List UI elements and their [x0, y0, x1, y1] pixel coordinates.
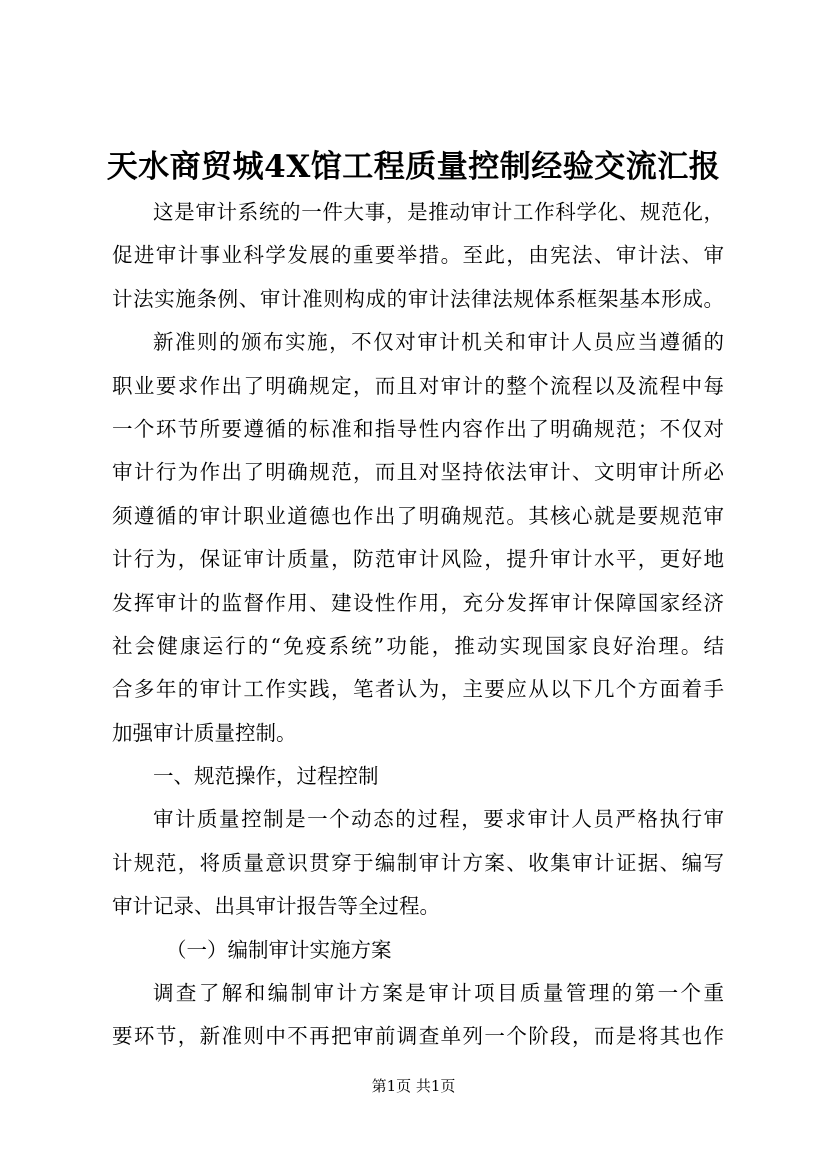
paragraph-line: 促进审计事业科学发展的重要举措。至此，由宪法、审计法、审 — [112, 243, 724, 268]
section-heading: 一、规范操作，过程控制 — [153, 764, 379, 789]
page-footer: 第1页 共1页 — [371, 1077, 456, 1095]
subsection-heading: （一）编制审计实施方案 — [166, 937, 392, 962]
paragraph-line: 计规范，将质量意识贯穿于编制审计方案、收集审计证据、编写 — [112, 850, 724, 875]
document-body — [112, 191, 724, 1059]
paragraph-line: 计法实施条例、审计准则构成的审计法律法规体系框架基本形成。 — [112, 286, 724, 311]
paragraph-line: 审计记录、出具审计报告等全过程。 — [112, 894, 440, 919]
paragraph-line: 新准则的颁布实施，不仅对审计机关和审计人员应当遵循的 — [153, 330, 724, 355]
paragraph-line: 这是审计系统的一件大事，是推动审计工作科学化、规范化， — [153, 200, 724, 224]
paragraph-line: 加强审计质量控制。 — [112, 720, 297, 745]
paragraph-line: 合多年的审计工作实践，笔者认为，主要应从以下几个方面着手 — [112, 677, 724, 702]
paragraph-line: 审计质量控制是一个动态的过程，要求审计人员严格执行审 — [153, 807, 724, 832]
paragraph-line: 发挥审计的监督作用、建设性作用，充分发挥审计保障国家经济 — [112, 590, 724, 615]
paragraph-line: 要环节，新准则中不再把审前调查单列一个阶段，而是将其也作 — [112, 1024, 724, 1049]
paragraph-line: 须遵循的审计职业道德也作出了明确规范。其核心就是要规范审 — [112, 503, 724, 528]
paragraph-line: 计行为，保证审计质量，防范审计风险，提升审计水平，更好地 — [112, 547, 724, 572]
paragraph-line: 一个环节所要遵循的标准和指导性内容作出了明确规范；不仅对 — [112, 416, 724, 441]
paragraph-line: 调查了解和编制审计方案是审计项目质量管理的第一个重 — [153, 981, 724, 1006]
paragraph-line: 职业要求作出了明确规定，而且对审计的整个流程以及流程中每 — [112, 373, 724, 398]
paragraph-line: 社会健康运行的“免疫系统”功能，推动实现国家良好治理。结 — [112, 633, 724, 658]
document-title: 天水商贸城4X馆工程质量控制经验交流汇报 — [106, 149, 721, 185]
paragraph-line: 审计行为作出了明确规范，而且对坚持依法审计、文明审计所必 — [112, 460, 724, 485]
